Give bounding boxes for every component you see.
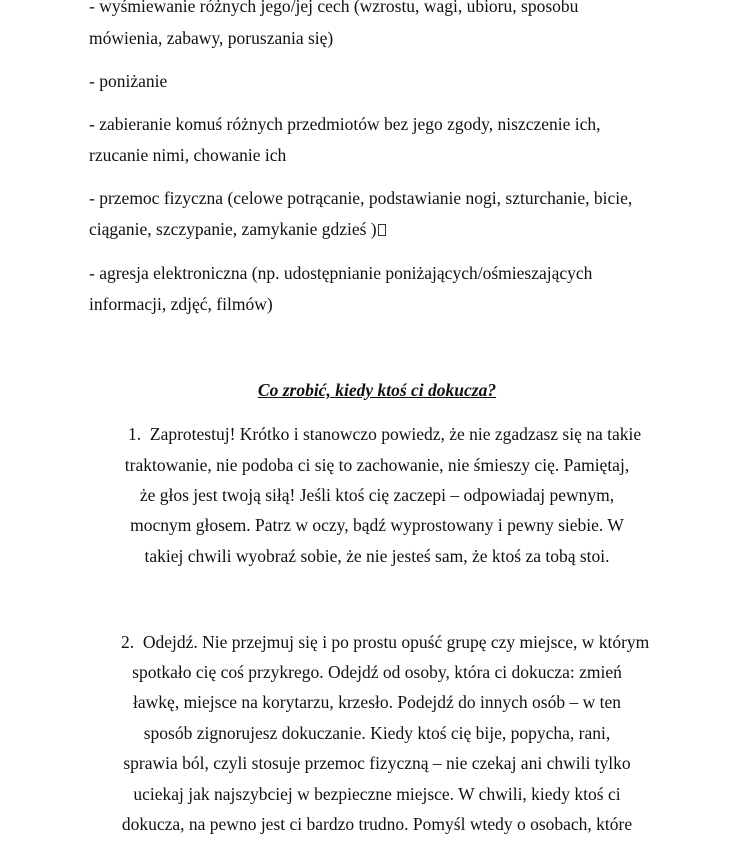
- list-text: Zaprotestuj! Krótko i stanowczo powiedz, że nie zgadzasz się na takie: [149, 424, 642, 444]
- list-line: [128, 424, 641, 444]
- list-line: ławkę, miejsce na korytarzu, krzesło. Podejdź do innych osób – w ten: [133, 692, 621, 712]
- missing-glyph-icon: [378, 224, 386, 236]
- section-heading: Co zrobić, kiedy ktoś ci dokucza?: [257, 380, 497, 400]
- list-line: spotkało cię coś przykrego. Odejdź od osoby, która ci dokucza: zmień: [132, 662, 622, 682]
- list-line: takiej chwili wyobraź sobie, że nie jesteś sam, że ktoś za tobą stoi.: [144, 546, 610, 566]
- bullet-line: rzucanie nimi, chowanie ich: [89, 145, 287, 165]
- list-number: 1.: [128, 424, 142, 444]
- bullet-line: - poniżanie: [89, 71, 168, 91]
- bullet-line: - agresja elektroniczna (np. udostępnianie poniżających/ośmieszających: [89, 263, 593, 283]
- list-line: że głos jest twoją siłą! Jeśli ktoś cię zaczepi – odpowiadaj pewnym,: [139, 485, 615, 505]
- bullet-line: - wyśmiewanie różnych jego/jej cech (wzrostu, wagi, ubioru, sposobu: [89, 0, 579, 16]
- bullet-line-text: ciąganie, szczypanie, zamykanie gdzieś ): [89, 219, 377, 239]
- list-number: 2.: [121, 632, 135, 652]
- list-text: Odejdź. Nie przejmuj się i po prostu opuść grupę czy miejsce, w którym: [142, 632, 650, 652]
- list-line: sposób zignorujesz dokuczanie. Kiedy ktoś cię bije, popycha, rani,: [143, 723, 611, 743]
- list-line: dokucza, na pewno jest ci bardzo trudno. Pomyśl wtedy o osobach, które: [121, 814, 633, 834]
- list-line: uciekaj jak najszybciej w bezpieczne miejsce. W chwili, kiedy ktoś ci: [133, 784, 621, 804]
- bullet-line: - przemoc fizyczna (celowe potrącanie, podstawianie nogi, szturchanie, bicie,: [89, 188, 633, 208]
- bullet-line: [89, 219, 386, 239]
- list-line: traktowanie, nie podoba ci się to zachowanie, nie śmieszy cię. Pamiętaj,: [124, 455, 630, 475]
- list-line: mocnym głosem. Patrz w oczy, bądź wyprostowany i pewny siebie. W: [130, 515, 624, 535]
- bullet-line: - zabieranie komuś różnych przedmiotów bez jego zgody, niszczenie ich,: [89, 114, 601, 134]
- list-line: [121, 632, 649, 652]
- bullet-line: mówienia, zabawy, poruszania się): [89, 28, 334, 48]
- bullet-line: informacji, zdjęć, filmów): [89, 294, 273, 314]
- list-line: sprawia ból, czyli stosuje przemoc fizyczną – nie czekaj ani chwili tylko: [123, 753, 631, 773]
